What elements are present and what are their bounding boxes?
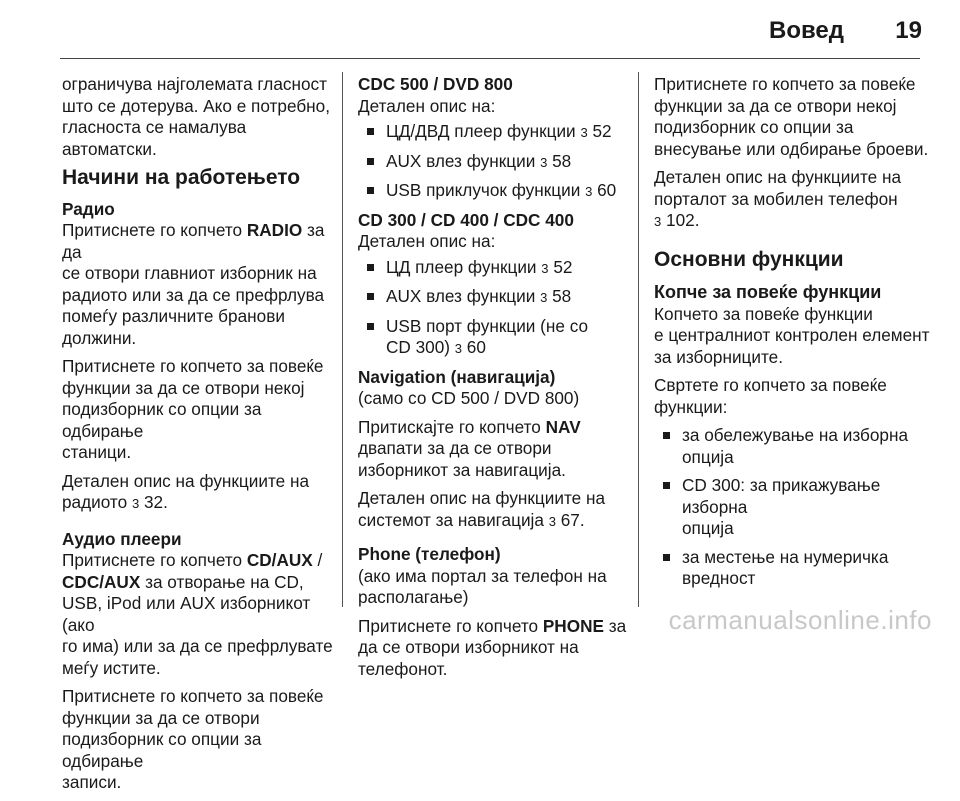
phone-paragraph: Притиснете го копчето PHONE за да се отвори изборникот на телефонот. xyxy=(358,615,627,679)
page-ref[interactable]: 67. xyxy=(560,509,585,530)
radio-paragraph-1: Притиснете го копчето RADIO за да се отвори главниот изборник на радиото или за да се префрлува помеѓу различните бранови должини. xyxy=(62,220,325,348)
watermark: carmanualsonline.info xyxy=(668,605,932,635)
navigation-note: (само со CD 500 / DVD 800) xyxy=(358,388,580,408)
navigation-paragraph-1: Притискајте го копчето NAV двапати за да се отвори изборникот за навигација. xyxy=(358,416,581,480)
column-3 xyxy=(654,74,934,597)
phone-key-label: PHONE xyxy=(542,615,604,636)
knob-list xyxy=(654,425,934,590)
cd300-list xyxy=(358,257,630,360)
subheading-phone: Phone (телефон) xyxy=(358,544,501,564)
subheading-multifunction-knob: Копче за повеќе функции xyxy=(654,282,882,302)
list-item: ЦД плеер функции 3 52 xyxy=(358,257,630,280)
page-ref-arrow-icon: 3 xyxy=(540,154,548,170)
column-divider xyxy=(638,72,639,607)
page-ref[interactable]: 60 xyxy=(466,337,486,357)
list-item: AUX влез функции 3 58 xyxy=(358,286,630,309)
list-item: CD 300: за прикажување изборна опција xyxy=(654,475,934,540)
phone-paragraph-3: Детален опис на функциите на порталот за мобилен телефон 3 102. xyxy=(654,167,902,230)
phone-note: (ако има портал за телефон на располагање) xyxy=(358,565,607,607)
nav-key-label: NAV xyxy=(545,416,581,437)
phone-paragraph-2: Притиснете го копчето за повеќе функции за да се отвори некој подизборник со опции за внесување или одбирање броеви. xyxy=(654,74,929,159)
cd-aux-key-label: CD/AUX xyxy=(246,550,313,570)
intro-paragraph: ограничува најголемата гласност што се дотерува. Ако е потребно, гласноста се намалува автоматски. xyxy=(62,74,330,159)
bullet-icon xyxy=(367,187,374,194)
page-ref[interactable]: 58 xyxy=(552,286,572,306)
column-1 xyxy=(62,74,334,801)
page-ref[interactable]: 32. xyxy=(143,492,168,512)
bullet-icon xyxy=(367,128,374,135)
cdc500-list xyxy=(358,121,630,203)
bullet-icon xyxy=(663,482,670,489)
column-2 xyxy=(358,74,630,687)
audio-paragraph-1: Притиснете го копчето CD/AUX / CDC/AUX за отворање на CD, USB, iPod или AUX изборникот (ако го има) или за да се префрлувате меѓу истите. xyxy=(62,550,333,678)
audio-paragraph-2: Притиснете го копчето за повеќе функции за да се отвори подизборник со опции за одбирање записи. xyxy=(62,686,324,792)
subheading-navigation: Navigation (навигација) xyxy=(358,366,556,387)
radio-paragraph-3: Детален опис на функциите на радиото 3 32. xyxy=(62,470,310,512)
subheading-audio-players: Аудио плеери xyxy=(62,528,182,549)
bullet-icon xyxy=(663,554,670,561)
page-ref-arrow-icon: 3 xyxy=(585,184,593,199)
page-ref[interactable]: 102. xyxy=(666,210,700,230)
bullet-icon xyxy=(367,293,374,300)
list-item: AUX влез функции 3 58 xyxy=(358,151,630,174)
page-ref[interactable]: 52 xyxy=(592,121,612,141)
radio-key-label: RADIO xyxy=(246,220,303,240)
list-item: USB приклучок функции 3 60 xyxy=(358,180,630,203)
bullet-icon xyxy=(367,264,374,271)
subheading-cd300-cd400-cdc400: CD 300 / CD 400 / CDC 400 xyxy=(358,209,574,230)
list-item: за местење на нумеричка вредност xyxy=(654,547,934,590)
page-ref-arrow-icon: 3 xyxy=(131,496,140,511)
list-item: за обележување на изборна опција xyxy=(654,425,934,468)
section-heading-modes: Начини на работењето xyxy=(62,166,301,189)
page-ref-arrow-icon: 3 xyxy=(454,341,463,356)
bullet-icon xyxy=(367,323,374,330)
subheading-radio: Радио xyxy=(62,198,115,219)
page-ref[interactable]: 58 xyxy=(552,150,572,171)
radio-paragraph-2: Притиснете го копчето за повеќе функции за да се отвори некој подизборник со опции за одбирање станици. xyxy=(62,356,324,462)
page-ref-arrow-icon: 3 xyxy=(541,260,549,276)
cdc500-subtitle: Детален опис на: xyxy=(358,95,496,116)
page-ref-arrow-icon: 3 xyxy=(548,513,556,529)
page-ref-arrow-icon: 3 xyxy=(540,290,548,305)
page-ref[interactable]: 52 xyxy=(553,256,573,277)
knob-paragraph-2: Свртете го копчето за повеќе функции: xyxy=(654,375,887,417)
header-title: Вовед xyxy=(768,17,844,44)
subheading-cdc500-dvd800: CDC 500 / DVD 800 xyxy=(358,74,513,94)
bullet-icon xyxy=(367,158,374,165)
cd300-subtitle: Детален опис на: xyxy=(358,231,496,251)
column-divider xyxy=(342,72,343,607)
knob-paragraph-1: Копчето за повеќе функции е централниот контролен елемент за изборниците. xyxy=(654,303,930,367)
page-ref[interactable]: 60 xyxy=(597,180,617,200)
list-item: ЦД/ДВД плеер функции 3 52 xyxy=(358,121,630,144)
section-heading-basic-functions: Основни функции xyxy=(654,247,844,271)
header-rule xyxy=(60,58,920,59)
navigation-paragraph-2: Детален опис на функциите на системот за навигација 3 67. xyxy=(358,488,606,530)
page-ref-arrow-icon: 3 xyxy=(580,125,588,140)
list-item: USB порт функции (не со CD 300) 3 60 xyxy=(358,316,630,360)
page-number: 19 xyxy=(895,17,922,44)
cdc-aux-key-label: CDC/AUX xyxy=(62,571,141,592)
page-ref-arrow-icon: 3 xyxy=(654,214,662,229)
bullet-icon xyxy=(663,432,670,439)
